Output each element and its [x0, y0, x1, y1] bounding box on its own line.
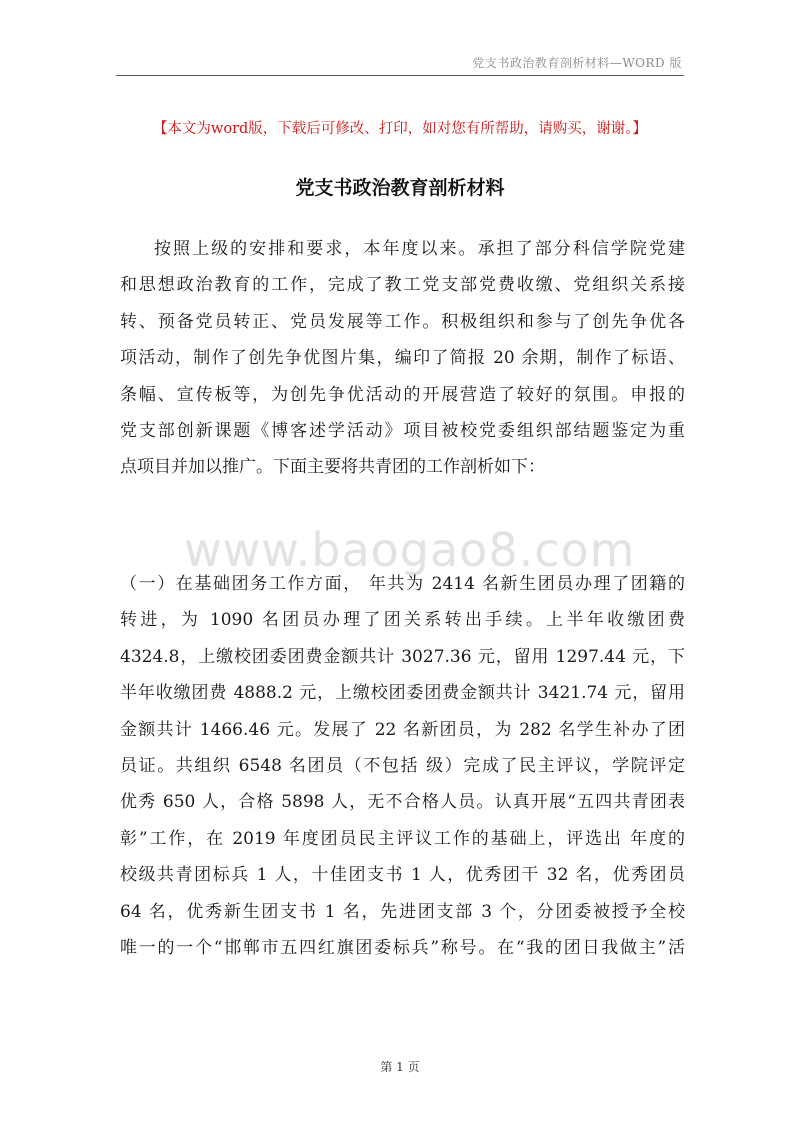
paragraph-line: （一）在基础团务工作方面， 年共为 2414 名新生团员办理了团籍的: [120, 574, 685, 594]
paragraph-line: 4324.8，上缴校团委团费金额共计 3027.36 元，留用 1297.44 元，下: [120, 646, 685, 667]
paragraph-line: 校级共青团标兵 1 人，十佳团支书 1 人，优秀团干 32 名，优秀团员: [120, 865, 685, 886]
header-divider: [116, 75, 684, 76]
paragraph-line: 党支部创新课题《博客述学活动》项目被校党委组织部结题鉴定为重: [120, 420, 685, 441]
paragraph-line: 员证。共组织 6548 名团员（不包括 级）完成了民主评议，学院评定: [120, 755, 685, 776]
paragraph-line: 条幅、宣传板等，为创先争优活动的开展营造了较好的氛围。申报的: [120, 384, 685, 405]
paragraph-line: 彰”工作，在 2019 年度团员民主评议工作的基础上，评选出 年度的: [120, 828, 685, 849]
paragraph-line: 转、预备党员转正、党员发展等工作。积极组织和参与了创先争优各: [120, 311, 685, 332]
document-title: 党支书政治教育剖析材料: [295, 177, 505, 199]
download-notice: 【本文为word版，下载后可修改、打印，如对您有所帮助，请购买，谢谢。】: [152, 121, 648, 137]
paragraph-league-work: [120, 566, 685, 966]
site-watermark: www.baogao8.com: [184, 523, 636, 577]
paragraph-line: 项活动，制作了创先争优图片集，编印了简报 20 余期，制作了标语、: [120, 348, 685, 369]
paragraph-line: 按照上级的安排和要求，本年度以来。承担了部分科信学院党建: [154, 239, 685, 259]
paragraph-line: 64 名，优秀新生团支书 1 名，先进团支部 3 个，分团委被授予全校: [120, 901, 685, 922]
running-header: 党支书政治教育剖析材料—WORD 版: [472, 56, 682, 70]
paragraph-line: 唯一的一个“邯郸市五四红旗团委标兵”称号。在“我的团日我做主”活: [120, 937, 685, 958]
paragraph-intro: [120, 231, 685, 486]
paragraph-line: 转进，为 1090 名团员办理了团关系转出手续。上半年收缴团费: [120, 610, 685, 631]
paragraph-line: 半年收缴团费 4888.2 元，上缴校团委团费金额共计 3421.74 元，留用: [120, 683, 685, 704]
paragraph-line: 点项目并加以推广。下面主要将共青团的工作剖析如下：: [120, 457, 545, 478]
paragraph-line: 和思想政治教育的工作，完成了教工党支部党费收缴、党组织关系接: [120, 275, 685, 296]
page-number: 第 1 页: [380, 1060, 420, 1074]
paragraph-line: 金额共计 1466.46 元。发展了 22 名新团员，为 282 名学生补办了团: [120, 719, 685, 740]
paragraph-line: 优秀 650 人，合格 5898 人，无不合格人员。认真开展“五四共青团表: [120, 792, 685, 813]
